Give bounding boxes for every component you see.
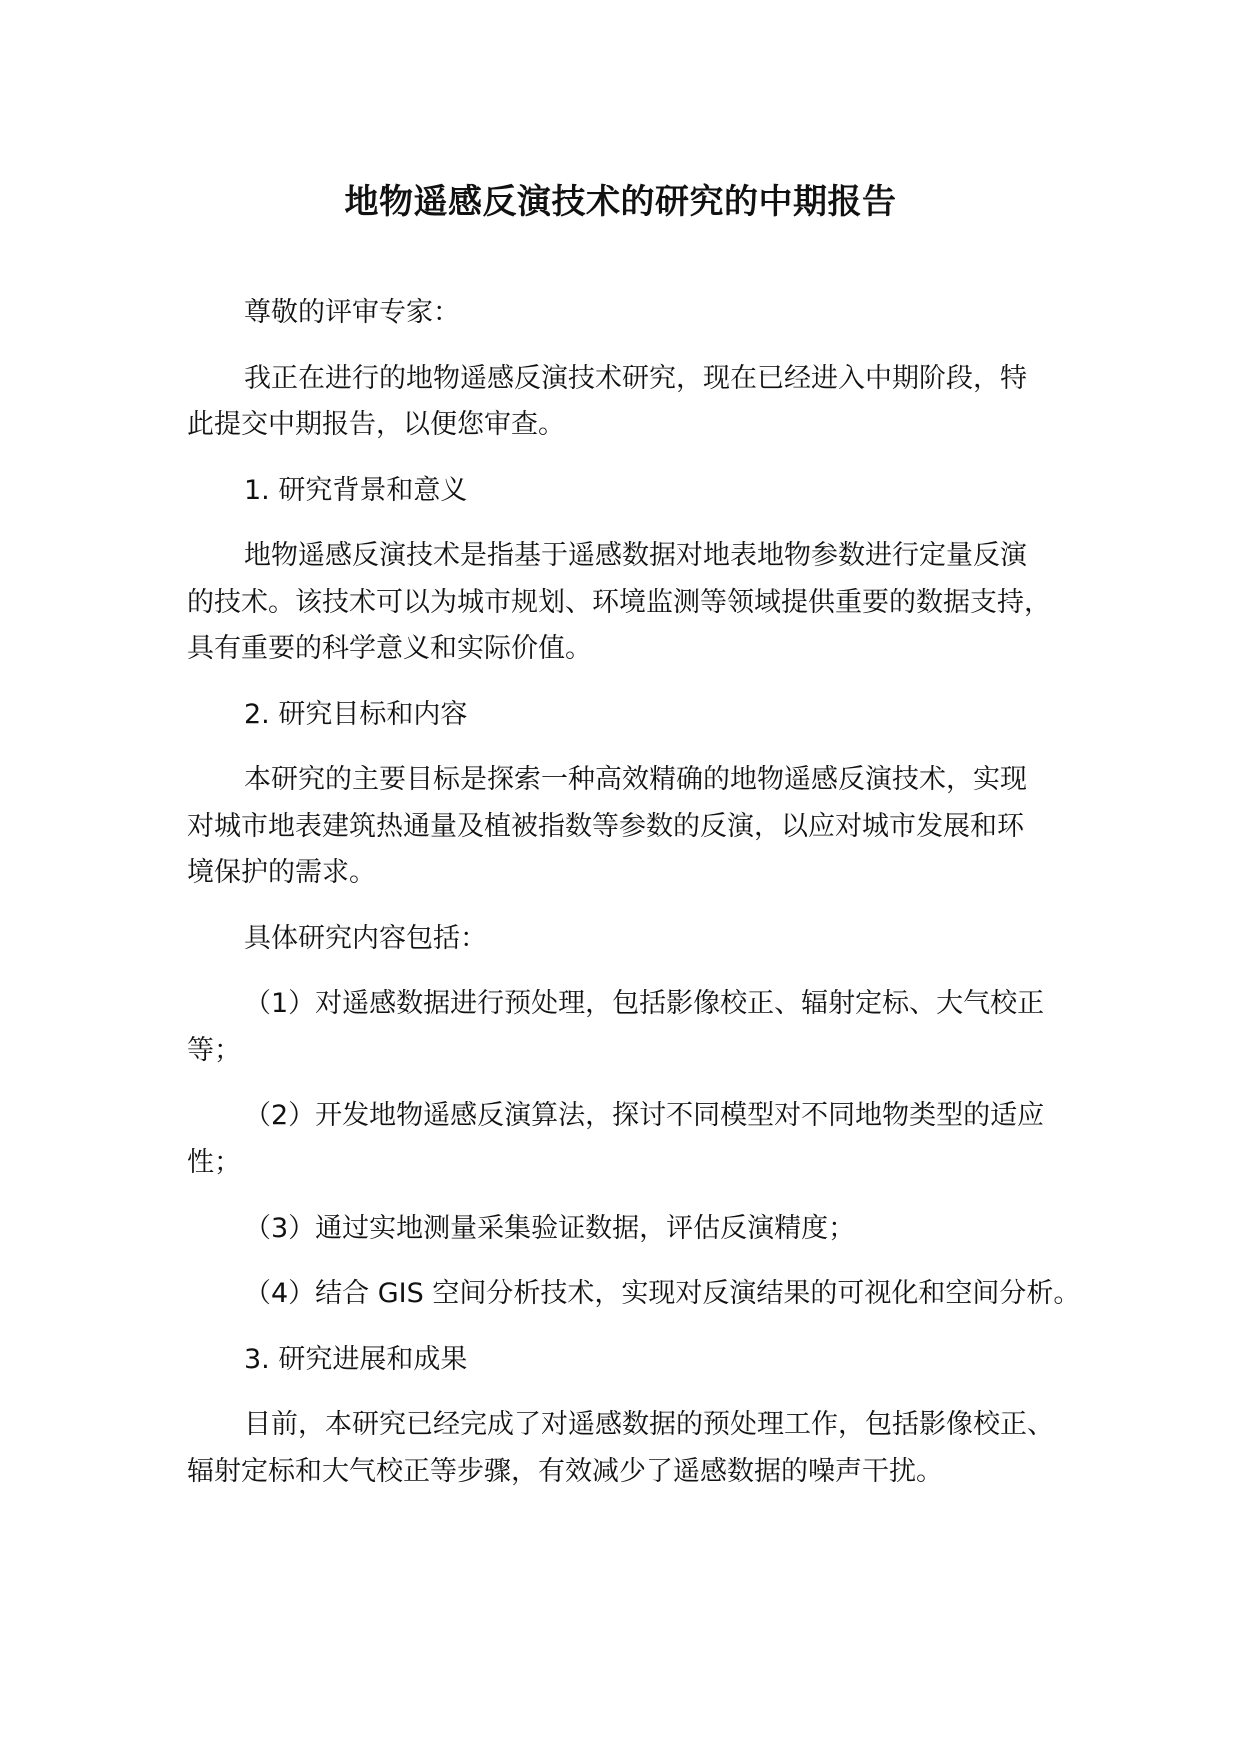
paragraph-line: 的技术。该技术可以为城市规划、环境监测等领域提供重要的数据支持， <box>187 587 1051 618</box>
paragraph-line: 本研究的主要目标是探索一种高效精确的地物遥感反演技术，实现 <box>244 764 1027 795</box>
paragraph-line: 我正在进行的地物遥感反演技术研究，现在已经进入中期阶段，特 <box>244 363 1027 394</box>
section-heading: 3. 研究进展和成果 <box>244 1344 468 1375</box>
section-heading: 2. 研究目标和内容 <box>244 699 468 730</box>
section-heading: 1. 研究背景和意义 <box>244 475 468 506</box>
paragraph-line: 对城市地表建筑热通量及植被指数等参数的反演，以应对城市发展和环 <box>187 811 1024 842</box>
paragraph-line: 目前，本研究已经完成了对遥感数据的预处理工作，包括影像校正、 <box>244 1409 1054 1440</box>
paragraph-line: 境保护的需求。 <box>187 857 376 888</box>
paragraph-line: 具有重要的科学意义和实际价值。 <box>187 633 592 664</box>
list-item-line: （4）结合 GIS 空间分析技术，实现对反演结果的可视化和空间分析。 <box>244 1278 1081 1309</box>
list-item-line: 等； <box>187 1035 241 1066</box>
paragraph-line: 辐射定标和大气校正等步骤，有效减少了遥感数据的噪声干扰。 <box>187 1456 943 1487</box>
salutation: 尊敬的评审专家： <box>244 297 460 328</box>
paragraph-line: 地物遥感反演技术是指基于遥感数据对地表地物参数进行定量反演 <box>244 540 1027 571</box>
list-item-line: （1）对遥感数据进行预处理，包括影像校正、辐射定标、大气校正 <box>244 988 1045 1019</box>
paragraph-line: 此提交中期报告，以便您审查。 <box>187 409 565 440</box>
document-title: 地物遥感反演技术的研究的中期报告 <box>344 182 897 222</box>
paragraph-line: 具体研究内容包括： <box>244 923 487 954</box>
list-item-line: （3）通过实地测量采集验证数据，评估反演精度； <box>244 1213 856 1244</box>
list-item-line: （2）开发地物遥感反演算法，探讨不同模型对不同地物类型的适应 <box>244 1100 1045 1131</box>
list-item-line: 性； <box>187 1147 241 1178</box>
